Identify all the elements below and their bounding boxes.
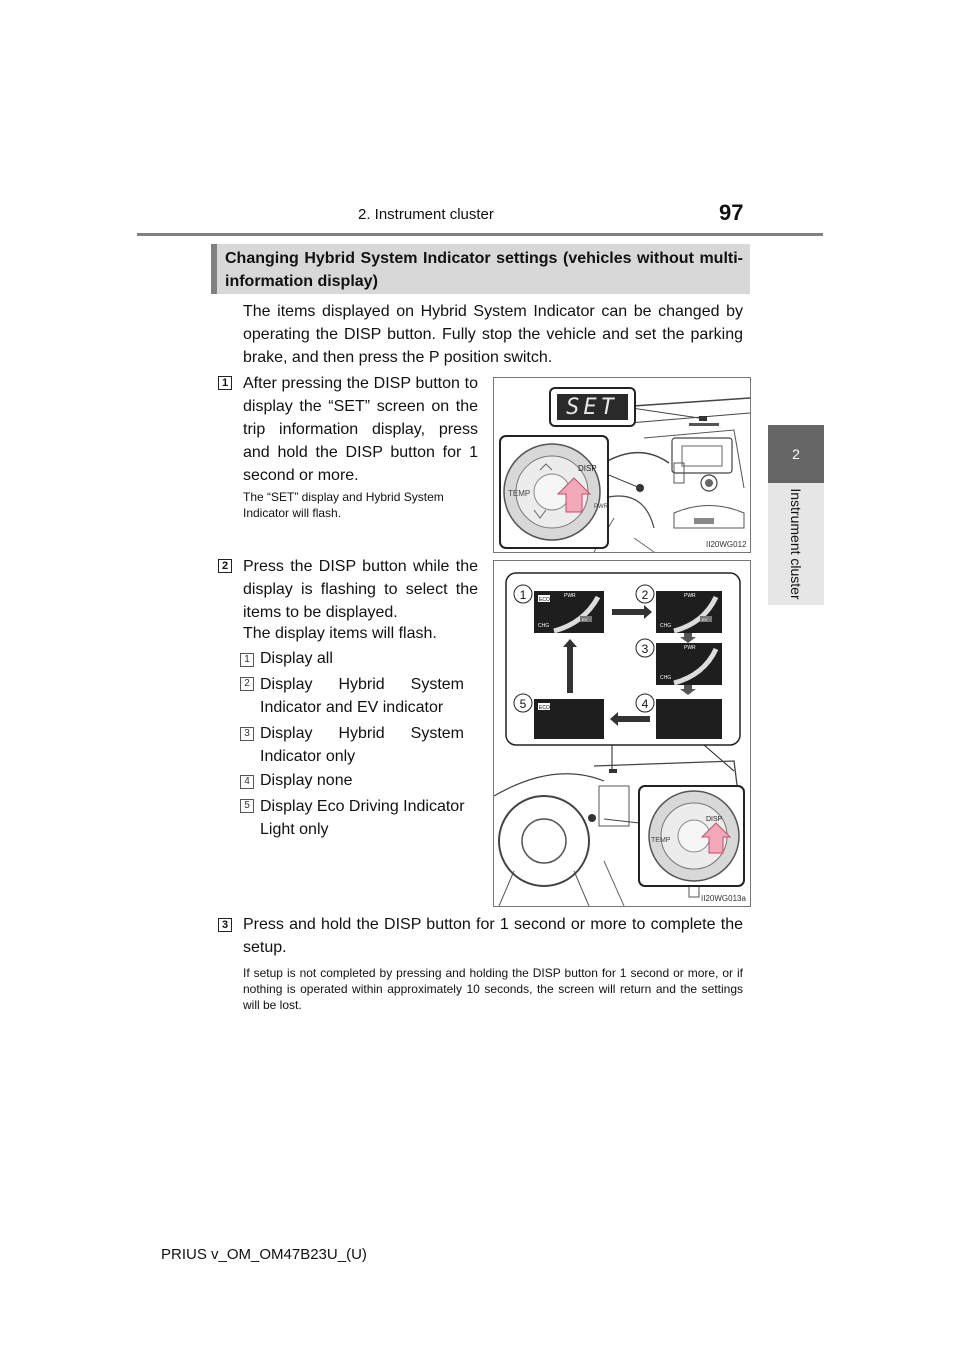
svg-text:4: 4	[641, 697, 649, 711]
display-cycle-illustration	[494, 561, 750, 906]
item-4-label: Display none	[260, 772, 353, 789]
s5-eco: ECO	[539, 705, 550, 711]
s1-eco: ECO	[539, 597, 550, 603]
s3-pwr: PWR	[684, 645, 696, 651]
figure-1-code: II20WG012	[706, 540, 747, 549]
section-heading-accent	[211, 244, 217, 294]
chapter-tab-number: 2	[768, 425, 824, 483]
s1-chg: CHG	[538, 623, 550, 629]
s1-pwr: PWR	[564, 593, 576, 599]
item-number-4: 4	[240, 775, 254, 789]
figure-2-code: II20WG013a	[701, 894, 746, 903]
svg-text:PWR: PWR	[594, 504, 608, 510]
step-1-text: After pressing the DISP button to display the “SET” screen on the trip information display, press and hold the DISP button for 1 second or more.	[243, 375, 478, 484]
item-number-1: 1	[240, 653, 254, 667]
dial-disp-label: DISP	[578, 464, 597, 473]
step-1-note: The “SET” display and Hybrid System Indicator will flash.	[243, 490, 444, 520]
callout-5	[514, 694, 532, 712]
dial2-temp-label: TEMP	[651, 837, 671, 844]
item-2-label: Display Hybrid System Indicator and EV indicator	[260, 676, 464, 716]
page-number: 97	[719, 200, 744, 225]
item-3-label: Display Hybrid System Indicator only	[260, 725, 464, 765]
figure-set-screen	[493, 377, 751, 553]
dial2-disp-label: DISP	[706, 816, 723, 823]
chapter-tab-title: Instrument cluster	[788, 488, 804, 600]
step-2-subtext: The display items will flash.	[243, 625, 437, 642]
callout-1	[514, 585, 532, 603]
step-number-3: 3	[218, 918, 232, 932]
item-number-2: 2	[240, 677, 254, 691]
s3-chg: CHG	[660, 675, 672, 681]
intro-paragraph: The items displayed on Hybrid System Indicator can be changed by operating the DISP button. Fully stop the vehicle and set the parking brake, and then press the P position switch.	[243, 303, 743, 366]
s2-chg: CHG	[660, 623, 672, 629]
figure-display-cycle	[493, 560, 751, 907]
step-3-note: If setup is not completed by pressing and holding the DISP button for 1 second or more, or if nothing is operated within approximately 10 seconds, the screen will return and the settings will be lost.	[243, 966, 743, 1012]
item-number-3: 3	[240, 727, 254, 741]
svg-text:5: 5	[519, 697, 527, 711]
document-footer: PRIUS v_OM_OM47B23U_(U)	[161, 1246, 367, 1263]
svg-text:2: 2	[641, 588, 649, 602]
s2-ev: EV	[702, 617, 708, 622]
set-text: SET	[566, 395, 618, 420]
set-screen-illustration	[494, 378, 750, 552]
callout-2	[636, 585, 654, 603]
callout-4	[636, 694, 654, 712]
item-1-label: Display all	[260, 650, 333, 667]
s1-ev: EV	[582, 617, 588, 622]
step-2-text: Press the DISP button while the display is flashing to select the items to be displayed.	[243, 558, 478, 621]
dial-temp-label: TEMP	[508, 489, 531, 498]
item-5-label: Display Eco Driving Indicator Light only	[260, 798, 465, 838]
running-header-section: 2. Instrument cluster	[358, 206, 494, 223]
header-rule	[137, 233, 823, 236]
svg-text:3: 3	[641, 642, 649, 656]
section-heading: Changing Hybrid System Indicator settings (vehicles without multi-information display)	[225, 250, 743, 290]
callout-3	[636, 639, 654, 657]
step-number-1: 1	[218, 376, 232, 390]
item-number-5: 5	[240, 799, 254, 813]
step-3-text: Press and hold the DISP button for 1 second or more to complete the setup.	[243, 916, 743, 956]
step-number-2: 2	[218, 559, 232, 573]
s2-pwr: PWR	[684, 593, 696, 599]
svg-text:1: 1	[519, 588, 527, 602]
